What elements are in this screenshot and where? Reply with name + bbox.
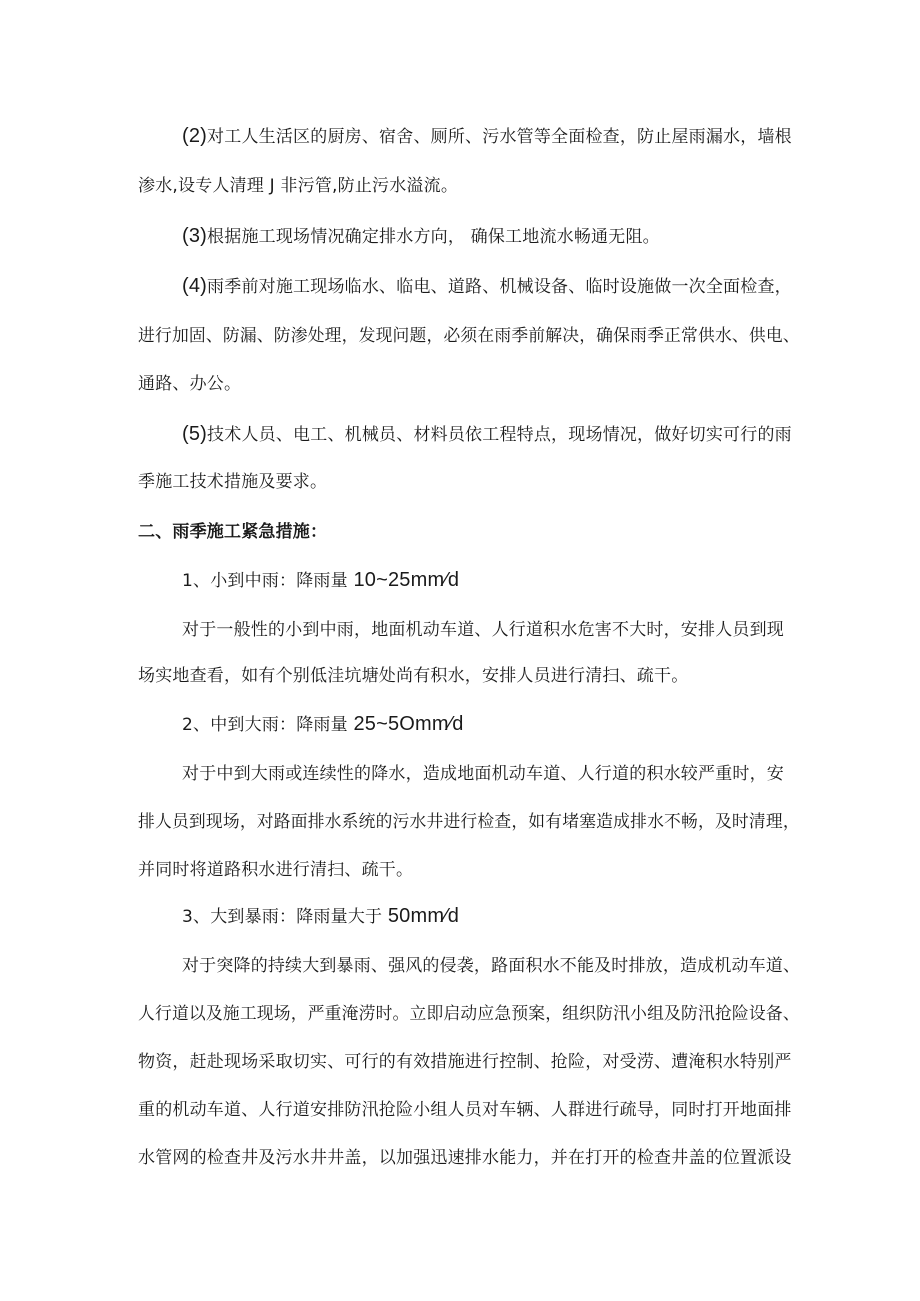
case-2-heading: [182, 712, 464, 737]
section-2-heading: 二、雨季施工紧急措施：: [138, 522, 328, 542]
item-4-line-3: 通路、办公。: [138, 374, 242, 394]
item-2-number: (2): [182, 125, 208, 147]
item-4-line-1: [182, 274, 792, 299]
item-5-line-2: 季施工技术措施及要求。: [138, 472, 328, 492]
case-2-value: 25~5Omm⁄d: [353, 713, 464, 735]
case-3-label: 3、大到暴雨：降雨量大于: [182, 907, 383, 927]
case-1-heading: [182, 568, 459, 593]
item-4-text-1: 雨季前对施工现场临水、临电、道路、机械设备、临时设施做一次全面检查，: [207, 277, 792, 297]
case-3-line-2: 人行道以及施工现场，严重淹涝时。立即启动应急预案，组织防汛小组及防汛抢险设备、: [138, 1004, 800, 1024]
case-3-heading: [182, 904, 459, 929]
item-3-number: (3): [182, 225, 208, 247]
item-5-number: (5): [182, 423, 208, 445]
item-3-line-1: [182, 224, 660, 249]
case-1-label: 1、小到中雨：降雨量: [182, 571, 348, 591]
case-2-line-2: 排人员到现场，对路面排水系统的污水井进行检查，如有堵塞造成排水不畅，及时清理，: [138, 812, 800, 832]
case-1-value: 10~25mm⁄d: [353, 569, 460, 591]
item-5-line-1: [182, 422, 792, 447]
case-3-line-5: 水管网的检查井及污水井井盖，以加强迅速排水能力，并在打开的检查井盖的位置派设: [138, 1148, 792, 1168]
item-2-text-1: 对工人生活区的厨房、宿舍、厕所、污水管等全面检查，防止屋雨漏水，墙根: [207, 127, 792, 147]
item-5-text-1: 技术人员、电工、机械员、材料员依工程特点，现场情况，做好切实可行的雨: [207, 425, 792, 445]
item-3-text-1: 根据施工现场情况确定排水方向， 确保工地流水畅通无阻。: [207, 227, 660, 247]
case-3-line-3: 物资，赶赴现场采取切实、可行的有效措施进行控制、抢险，对受涝、遭淹积水特别严: [138, 1052, 792, 1072]
case-1-line-1: 对于一般性的小到中雨，地面机动车道、人行道积水危害不大时，安排人员到现: [182, 620, 784, 640]
case-1-line-2: 场实地查看，如有个别低洼坑塘处尚有积水，安排人员进行清扫、疏干。: [138, 666, 689, 686]
case-3-value: 50mm⁄d: [387, 905, 460, 927]
item-4-line-2: 进行加固、防漏、防渗处理，发现问题，必须在雨季前解决，确保雨季正常供水、供电、: [138, 326, 800, 346]
item-2-line-1: [182, 124, 792, 149]
case-3-line-4: 重的机动车道、人行道安排防汛抢险小组人员对车辆、人群进行疏导，同时打开地面排: [138, 1100, 792, 1120]
item-4-number: (4): [182, 275, 208, 297]
case-2-line-3: 并同时将道路积水进行清扫、疏干。: [138, 860, 414, 880]
case-2-label: 2、中到大雨：降雨量: [182, 715, 348, 735]
item-2-line-2: 渗水,设专人清理 J 非污管,防止污水溢流。: [138, 176, 459, 196]
case-2-line-1: 对于中到大雨或连续性的降水，造成地面机动车道、人行道的积水较严重时，安: [182, 764, 784, 784]
case-3-line-1: 对于突降的持续大到暴雨、强风的侵袭，路面积水不能及时排放，造成机动车道、: [182, 956, 801, 976]
